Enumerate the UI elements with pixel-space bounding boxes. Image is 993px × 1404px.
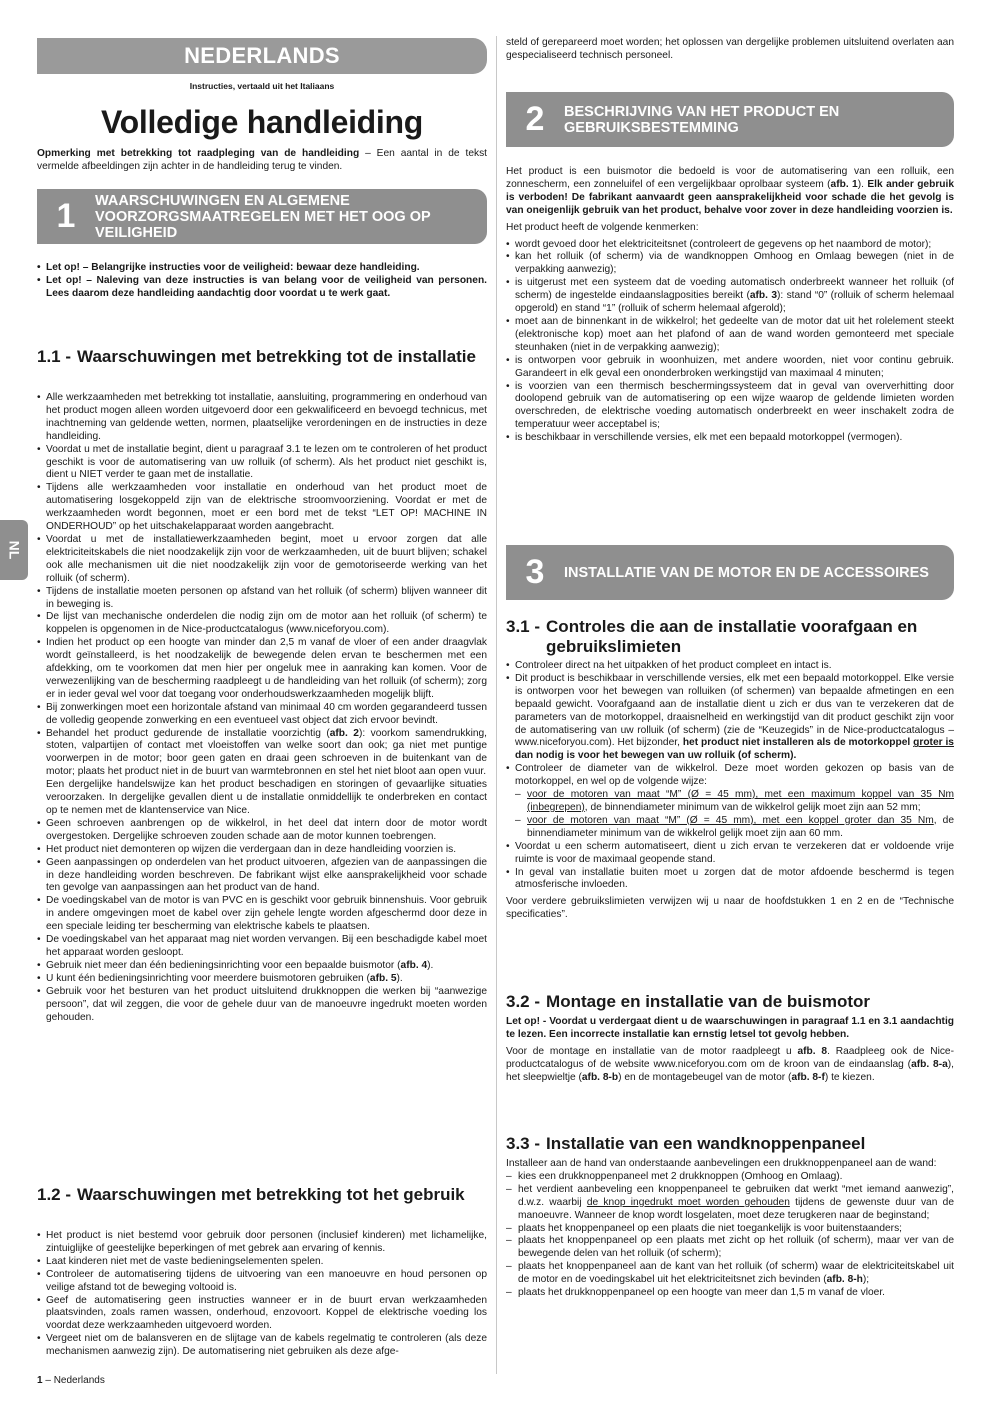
text-run: voor de motoren van maat “M” (Ø = 45 mm), met een maximum koppel van 35 Nm (inbegrepen) [527, 789, 954, 813]
chapter-2-header [506, 92, 954, 147]
product-description [506, 166, 954, 445]
section-number: 3.1 - [506, 617, 541, 636]
section-number: 3.2 - [506, 992, 541, 1011]
page-footer [37, 1375, 105, 1386]
list-item: • Tijdens alle werkzaamheden voor installatie en onderhoud van het product moet de automatisering losgekoppeld zijn van de elektrische stroomvoorziening. Voordat er met de werkzaamheden wordt begonnen, moet er een bord met de tekst “LET OP! MACHINE IN ONDERHOUD” op het uitschakelapparaat worden aangebracht. [37, 482, 487, 534]
subtitle: Instructies, vertaald uit het Italiaans [189, 81, 335, 91]
features-intro: Het product heeft de volgende kenmerken: [506, 221, 699, 233]
column-divider [496, 36, 497, 1374]
figure-ref: afb. 3 [749, 290, 777, 302]
wall-panel-intro: Installeer aan de hand van onderstaande aanbevelingen een drukknoppenpaneel aan de wand: [506, 1158, 937, 1169]
list-item: • Vergeet niet om de balansveren en de slijtage van de kabels regelmatig te controleren (als deze mechanismen aanwezig zijn). De automatisering niet gebruiken als deze afge- [37, 1333, 487, 1359]
chapter-number: 3 [525, 553, 545, 591]
chapter-number: 2 [525, 100, 545, 138]
list-item: • Geen aanpassingen op onderdelen van het product uitvoeren, afgezien van de aanpassingen die in deze handleiding worden beschreven. De fabrikant wijst elke aansprakelijkheid voor schade ten gevolge van aanpassingen aan het product van de hand. [37, 857, 487, 896]
preinstall-checks [506, 660, 954, 922]
section-title: Waarschuwingen met betrekking tot het gebruik [77, 1185, 465, 1204]
language-banner [37, 38, 487, 74]
list-item: • is voorzien van een thermisch beschermingssysteem dat in geval van oververhitting door doolopend gebruik van de automatisering op een wijze waarop de geldende limieten worden overschreden, de elektrische voeding automatisch onderbreekt en weer inschakelt zodra de temperatuur weer acceptabel is; [506, 381, 954, 433]
list-item: – plaats het drukknoppenpaneel op een hoogte van meer dan 1,5 m vanaf de vloer. [506, 1287, 954, 1300]
list-item: • Controleer de automatisering tijdens de uitvoering van een manoeuvre en houd personen op veilige afstand tot de beweging voltooid is. [37, 1269, 487, 1295]
wall-panel-installation [506, 1158, 954, 1300]
text-run: Elk ander gebruik is verboden! De fabrikant aanvaardt geen aansprakelijkheid voor schade die het gevolg is van oneigenlijk gebruik van het product, behalve voor zover in deze handleiding voorzien is. [506, 178, 955, 216]
section-heading-3-2 [506, 992, 954, 1012]
chapter-title: BESCHRIJVING VAN HET PRODUCT EN GEBRUIKSBESTEMMING [564, 103, 840, 136]
figure-ref: afb. 4 [400, 959, 428, 971]
installation-warnings-list [37, 392, 487, 1024]
chapter-number: 1 [56, 197, 76, 235]
section-heading-1-1 [37, 347, 487, 367]
section-title: Installatie van een wandknoppenpaneel [546, 1134, 866, 1153]
text-run: Een dergelijke handelswijze kan het product beschadigen en storingen of gevaarlijke situaties veroorzaken. In dergelijke gevallen dient u de installatie onmiddellijk te onderbreken en contact op te nemen met de klantenservice van Nice. [46, 779, 487, 816]
side-tab-label: NL [5, 540, 22, 560]
footer-language: Nederlands [53, 1375, 105, 1386]
continued-paragraph: steld of gerepareerd moet worden; het oplossen van dergelijke problemen uitsluitend overlaten aan gespecialiseerd technisch personeel. [506, 37, 954, 61]
list-item [506, 763, 954, 840]
text-run: groter is [913, 737, 954, 749]
figure-ref: afb. 8-f [791, 1071, 825, 1083]
text-run: tijdens de gewenste duur van de manoeuvre. Wanneer de knop wordt losgelaten, moet deze terugkeren naar de beginstand; [518, 1196, 954, 1221]
list-item: • wordt gevoed door het elektriciteitsnet (controleert de gegevens op het naambord de motor); [506, 239, 954, 252]
text-run: . Raadpleeg ook de Nice-productcatalogus of de website www.niceforyou.com om de kroon van de eindaanslag ( [506, 1045, 954, 1070]
text-run: ). [396, 972, 403, 984]
text-run: voor de motoren van maat “M” (Ø = 45 mm), met een koppel groter dan 35 Nm [527, 814, 934, 826]
list-item: • In geval van installatie buiten moet u zorgen dat de motor afdoende beschermd is tegen atmosferische invloeden. [506, 867, 954, 893]
list-item: • is beschikbaar in verschillende versies, elk met een bepaald motorkoppel (vermogen). [506, 432, 954, 445]
list-item: • moet aan de binnenkant in de wikkelrol; het gedeelte van de motor dat uit het rolelement steekt (elektronische kop) moet aan het plafond of aan de wand worden gemonteerd met speciale steunhaken (niet in de verpakking aanwezig); [506, 316, 954, 355]
section-heading-3-1 [506, 617, 954, 657]
chapter-1-header [37, 189, 487, 244]
list-item: • Indien het product op een hoogte van minder dan 2,5 m vanaf de vloer of een ander draagvlak wordt geïnstalleerd, is het noodzakelijk de bewegende delen ervan te beschermen met een afdekking, om te voorkomen dat men hier per ongeluk mee in aanraking kan komen. Voor de verwezenlijking van de bescherming raadpleegt u de handleiding van het rolluik (of scherm); zorg er in ieder geval wel voor dat toegang voor onderhoudswerkzaamheden mogelijk blijft. [37, 637, 487, 702]
note-bold: Opmerking met betrekking tot raadpleging van de handleiding [37, 148, 360, 159]
list-item: • De lijst van mechanische onderdelen die nodig zijn om de motor aan het rolluik (of scherm) te koppelen is opgenomen in de Nice-productcatalogus (www.niceforyou.com). [37, 611, 487, 637]
page-number: 1 [37, 1375, 43, 1386]
section-title: Montage en installatie van de buismotor [546, 992, 871, 1011]
text-run: ). [427, 959, 434, 971]
list-item: – plaats het knoppenpaneel op een plaats met zicht op het rolluik (of scherm), maar ver van de bewegende delen van het rolluik (of scherm); [506, 1235, 954, 1261]
list-item [506, 673, 954, 763]
section-number: 1.2 - [37, 1185, 72, 1204]
figure-ref: afb. 8-h [826, 1274, 863, 1286]
usage-warnings-list [37, 1230, 487, 1359]
chapter-3-header [506, 545, 954, 600]
text-run: Gebruik niet meer dan één bedieningsinrichting voor een bepaalde buismotor ( [46, 959, 401, 971]
list-item: • Voordat u een scherm automatiseert, dient u zich ervan te verzekeren dat er voldoende vrije ruimte is voor de maximaal geopende stand. [506, 841, 954, 867]
language-label: NEDERLANDS [184, 43, 340, 68]
sub-list-item [515, 815, 954, 841]
section-number: 3.3 - [506, 1134, 541, 1153]
list-item: • Alle werkzaamheden met betrekking tot installatie, aansluiting, programmering en onderhoud van het product mogen alleen worden uitgevoerd door een gekwalificeerd en bevoegd technicus, met inachtneming van geldende wetten, normen, plaatselijke verordeningen en de instructies in deze handleiding. [37, 392, 487, 444]
text-run: Dit product is beschikbaar in verschillende versies, elk met een bepaald motorkoppel. Elke versie is ontworpen voor het bewegen van rolluiken (of schermen) van bepaalde afmetingen en een bepaald gewicht. Voorafgaand aan de installatie dient u zich er dus van te verzekeren dat de parameters van de motorkoppel, draaisnelheid en werkingstijd van dit product geschikt zijn voor de automatisering van uw rolluik (of scherm) (zie de “Keuzegids” in de Nice-productcatalogus – www.niceforyou.com). Het bijzonder, [515, 672, 954, 749]
list-item: • Let op! – Naleving van deze instructies is van belang voor de veiligheid van personen. Lees daarom deze handleiding aandachtig door voordat u te werk gaat. [37, 275, 487, 301]
list-item: • Geen schroeven aanbrengen op de wikkelrol, in het deel dat intern door de motor wordt overgestoken. Dergelijke schroeven zouden schade aan de motor kunnen toebrengen. [37, 818, 487, 844]
list-item [37, 973, 487, 986]
list-item: • Voordat u met de installatiewerkzaamheden begint, moet u ervoor zorgen dat alle elektriciteitskabels die niet noodzakelijk zijn voor de werkzaamheden, uit de buurt blijven; schakel ook alle mechanismen uit die niet noodzakelijk zijn voor de gemotoriseerde werking van het rolluik (of scherm). [37, 534, 487, 586]
list-item: • Bij zonwerkingen moet een horizontale afstand van minimaal 40 cm worden gegarandeerd tussen de volledig geopende zonwerking en een eventueel vast object dat zich ervoor bevindt. [37, 702, 487, 728]
text-run: is uitgerust met een systeem dat de voeding automatisch onderbreekt wanneer het rolluik (of scherm) de ingestelde eindaanslagposities bereikt ( [515, 277, 954, 302]
motor-mounting [506, 1016, 954, 1085]
figure-ref: afb. 8-b [581, 1071, 619, 1083]
text-run: Het product is een buismotor die bedoeld is voor de automatisering van een rolluik, een zonnescherm, een zonneluifel of een vergelijkbaar oprolbaar systeem ( [506, 166, 954, 190]
text-run: Behandel het product gedurende de installatie voorzichtig ( [46, 727, 330, 739]
section-heading-3-3 [506, 1134, 954, 1154]
intro-paragraph [506, 166, 954, 218]
text-run: , de binnendiameter minimum van de wikkelrol gelijk moet zijn aan 60 mm. [527, 814, 954, 839]
reading-note [37, 148, 487, 174]
section-heading-1-2 [37, 1185, 487, 1205]
list-item: • is ontworpen voor gebruik in woonhuizen, met andere woorden, niet voor continu gebruik. Garandeert in elk geval een ononderbroken werkingstijd van maximaal 4 minuten; [506, 355, 954, 381]
chapter-title: INSTALLATIE VAN DE MOTOR EN DE ACCESSOIRES [564, 564, 929, 581]
list-item: • De voedingskabel van het apparaat mag niet worden vervangen. Bij een beschadigde kabel moet het apparaat worden gesloopt. [37, 934, 487, 960]
list-item: • Controleer direct na het uitpakken of het product compleet en intact is. [506, 660, 954, 673]
continued-text [506, 37, 954, 63]
list-item: • De voedingskabel van de motor is van PVC en is geschikt voor gebruik binnenshuis. Voor gebruik in andere omgevingen moet de kabel over zijn gehele lengte worden afgeschermd door deze in een speciale leiding ter bescherming van elektrische kabels te plaatsen. [37, 895, 487, 934]
text-run: ) te kiezen. [824, 1071, 875, 1083]
figure-ref: afb. 5 [369, 972, 397, 984]
list-item [506, 277, 954, 316]
text-run: ). [857, 178, 864, 190]
list-item: – kies een drukknoppenpaneel met 2 drukknoppen (Omhoog en Omlaag). [506, 1171, 954, 1184]
language-side-tab [0, 520, 28, 580]
section-title: Controles die aan de installatie voorafgaan en gebruikslimieten [546, 617, 918, 656]
text-run: Voor de montage en installatie van de motor raadpleegt u [506, 1045, 798, 1057]
text-run: het verdient aanbeveling een knoppenpaneel te gebruiken dat werkt “met iemand aanwezig”, d.w.z. waarbij [518, 1183, 954, 1208]
list-item [37, 960, 487, 973]
text-run: de knop ingedrukt moet worden gehouden [586, 1196, 790, 1208]
text-run: ): voorkom samendrukking, stoten, valpartijen of contact met vloeistoffen van welke soort dan ook; ga niet met puntige voorwerpen in de motor; boor geen gaten en draai geen schroeven in de buitenkant van de motor; plaats het product niet in de buurt van warmtebronnen en stel het niet bloot aan open vuur. [46, 727, 487, 778]
text-run: Controleer de diameter van de wikkelrol. Deze moet worden gekozen op basis van de motorkoppel, en wel op de volgende wijze: [515, 763, 954, 788]
list-item: • Geef de automatisering geen instructies wanneer er in de buurt ervan werkzaamheden plaatsvinden, zoals ramen wassen, onderhoud, enzovoort. Koppel de elektrische voeding los voordat deze werkzaamheden uitgevoerd worden. [37, 1295, 487, 1334]
text-run: ) en de montagebeugel van de motor ( [618, 1071, 792, 1083]
text-run: U kunt één bedieningsinrichting voor meerdere buismotoren gebruiken ( [46, 972, 370, 984]
text-run: ), het sleepwieltje ( [506, 1058, 955, 1083]
footer-separator: – [42, 1375, 54, 1386]
list-item: • Het product niet demonteren op wijzen die verdergaan dan in deze handleiding voorzien is. [37, 844, 487, 857]
list-item: • Voordat u met de installatie begint, dient u paragraaf 3.1 te lezen om te controleren of het product geschikt is voor de automatisering van uw rolluik (of scherm). Als het product niet geschikt is, dient u NIET verder te gaan met de installatie. [37, 444, 487, 483]
list-item: • Laat kinderen niet met de vaste bedieningselementen spelen. [37, 1256, 487, 1269]
list-item: • Gebruik voor het besturen van het product uitsluitend drukknoppen die werken bij “aanwezige persoon”, dat wil zeggen, die voor de gehele duur van de manoeuvre ingedrukt moeten worden gehouden. [37, 986, 487, 1025]
list-item: • kan het rolluik (of scherm) via de wandknoppen Omhoog en Omlaag bewegen (niet in de verpakking aanwezig); [506, 251, 954, 277]
text-run: ): stand “0” (rolluik of scherm helemaal opgerold) en stand “1” (rolluik of scherm helemaal afgerold); [515, 290, 954, 315]
list-item: • Het product is niet bestemd voor gebruik door personen (inclusief kinderen) met lichamelijke, zintuiglijke of geestelijke beperkingen of met gebrek aan ervaring of kennis. [37, 1230, 487, 1256]
list-item: – plaats het knoppenpaneel op een plaats die niet toegankelijk is voor buitenstaanders; [506, 1223, 954, 1236]
figure-ref: afb. 1 [830, 178, 858, 190]
figure-ref: afb. 8 [797, 1045, 828, 1057]
list-item [37, 728, 487, 818]
text-run: ); [862, 1274, 870, 1286]
list-item [506, 1184, 954, 1223]
section-title: Waarschuwingen met betrekking tot de installatie [77, 347, 476, 366]
note-text: – Een aantal in de tekst vermelde afbeeldingen zijn achter in de handleiding terug te vinden. [37, 148, 488, 172]
figure-ref: afb. 2 [329, 727, 359, 739]
list-item [506, 1261, 954, 1287]
text-run: , de binnendiameter minimum van de wikkelrol gelijk moet zijn aan 52 mm; [584, 801, 921, 813]
list-item: • Tijdens de installatie moeten personen op afstand van het rolluik (of scherm) blijven wanneer dit in beweging is. [37, 586, 487, 612]
mounting-warning: Let op! - Voordat u verdergaat dient u de waarschuwingen in paragraaf 1.1 en 3.1 aandachtig te lezen. Een incorrecte installatie kan ernstig letsel tot gevolg hebben. [506, 1016, 954, 1040]
figure-ref: afb. 8-a [911, 1058, 948, 1070]
list-item: • Let op! – Belangrijke instructies voor de veiligheid: bewaar deze handleiding. [37, 262, 487, 275]
sub-list-item [515, 789, 954, 815]
section-number: 1.1 - [37, 347, 72, 366]
chapter-title: WAARSCHUWINGEN EN ALGEMENE VOORZORGSMAATREGELEN MET HET OOG OP VEILIGHEID [95, 192, 431, 241]
text-run: dan nodig is voor het bewegen van uw rolluik (of scherm). [515, 750, 797, 762]
text-run: het product niet installeren als de motorkoppel [682, 737, 914, 749]
text-run: plaats het knoppenpaneel aan de kant van het rolluik (of scherm) waar de elektriciteitskabel uit de motor en de voedingskabel uit het elektriciteitsnet zich bevinden ( [518, 1261, 954, 1286]
mounting-paragraph [506, 1046, 954, 1085]
limits-outro: Voor verdere gebruikslimieten verwijzen wij u naar de hoofdstukken 1 en 2 en de “Technische specificaties”. [506, 896, 954, 921]
safety-warnings [37, 262, 487, 301]
page-title: Volledige handleiding [100, 104, 423, 140]
